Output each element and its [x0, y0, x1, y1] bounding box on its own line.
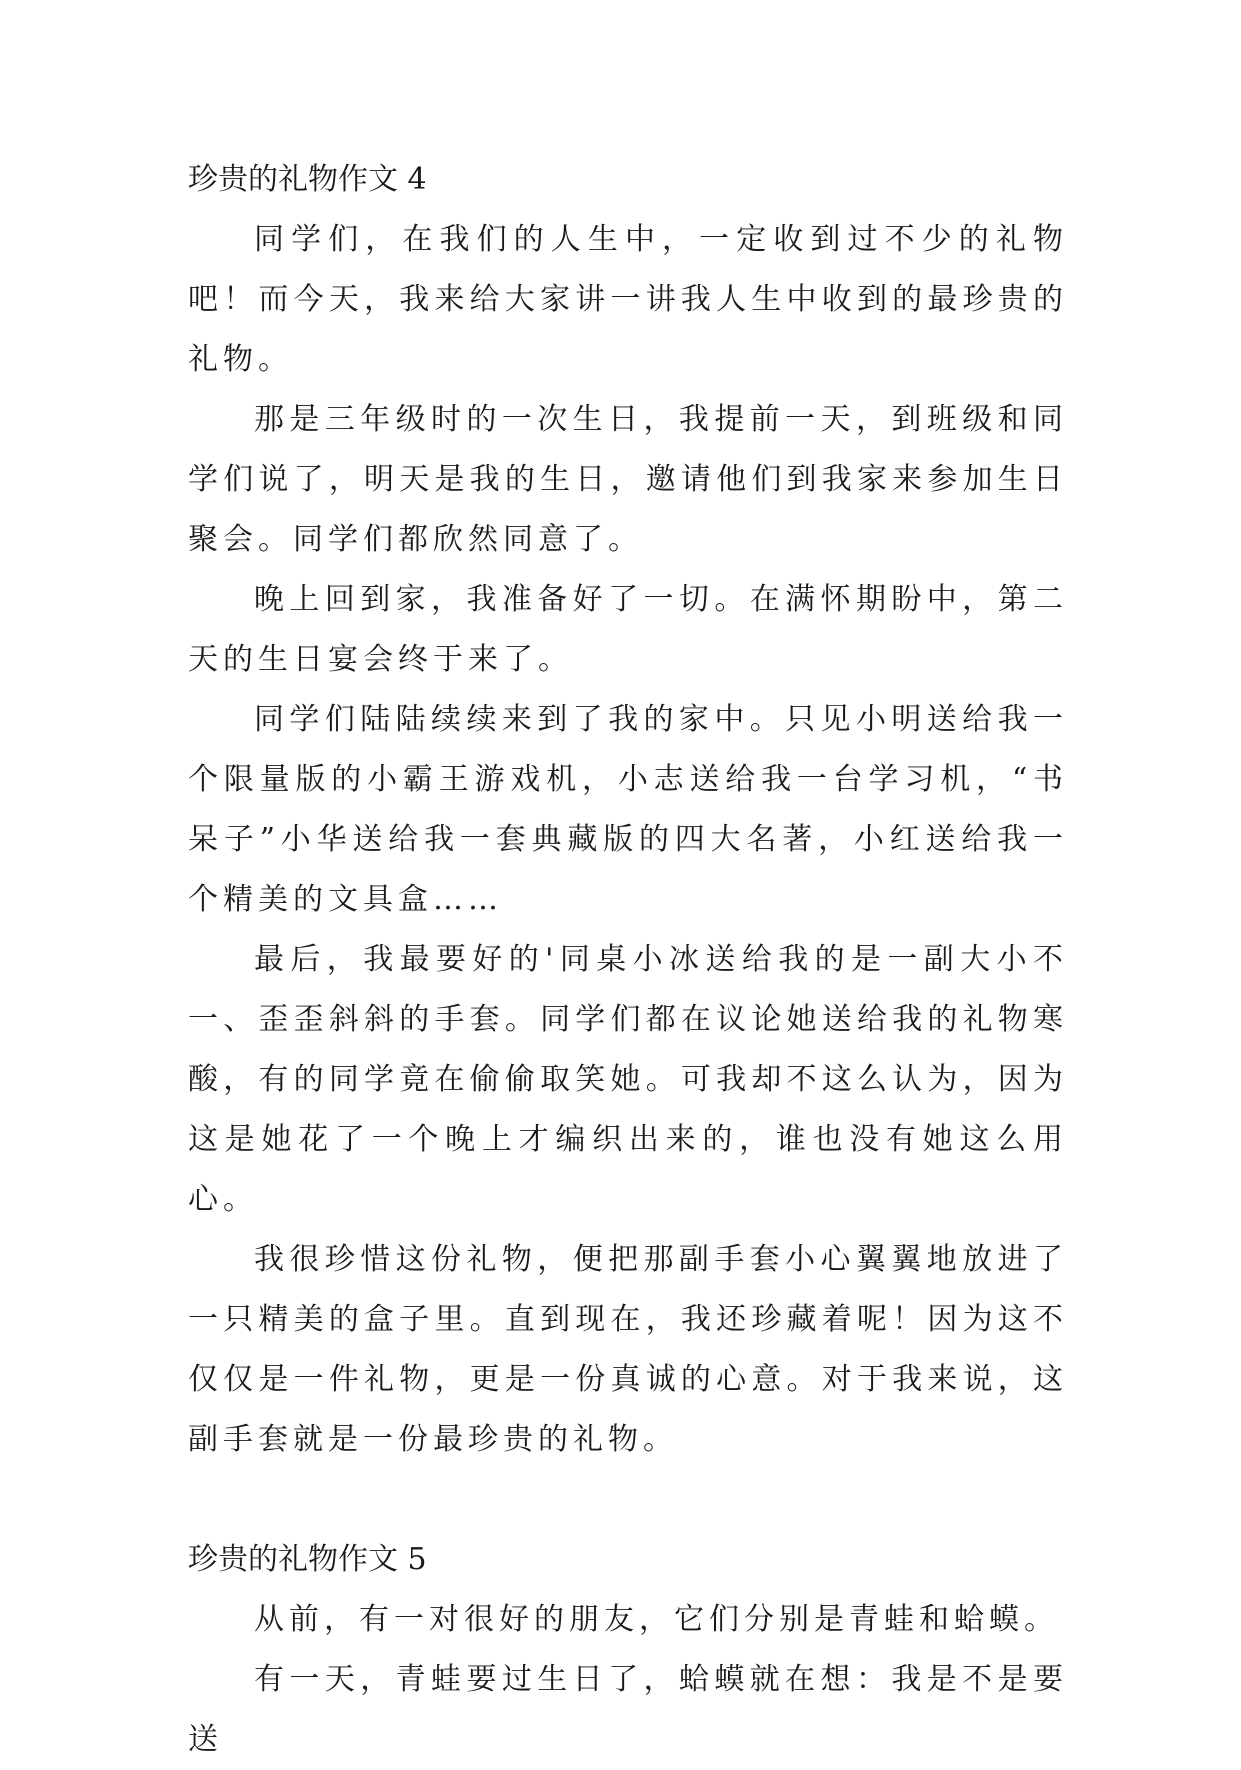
paragraph: 我很珍惜这份礼物，便把那副手套小心翼翼地放进了一只精美的盒子里。直到现在，我还珍藏着呢！因为这不仅仅是一件礼物，更是一份真诚的心意。对于我来说，这副手套就是一份最珍贵的礼物。 [188, 1242, 1068, 1457]
paragraph: 晚上回到家，我准备好了一切。在满怀期盼中，第二天的生日宴会终于来了。 [188, 582, 1068, 677]
paragraph: 同学们陆陆续续来到了我的家中。只见小明送给我一个限量版的小霸王游戏机，小志送给我一台学习机，“书呆子”小华送给我一套典藏版的四大名著，小红送给我一个精美的文具盒…… [188, 702, 1068, 917]
paragraph: 最后，我最要好的'同桌小冰送给我的是一副大小不一、歪歪斜斜的手套。同学们都在议论她送给我的礼物寒酸，有的同学竟在偷偷取笑她。可我却不这么认为，因为这是她花了一个晚上才编织出来的，谁也没有她这么用心。 [188, 942, 1068, 1217]
document-page [188, 150, 1068, 1770]
section-spacer [188, 1470, 1068, 1530]
section-title-5: 珍贵的礼物作文 5 [188, 1542, 427, 1577]
paragraph: 从前，有一对很好的朋友，它们分别是青蛙和蛤蟆。 [254, 1602, 1059, 1637]
paragraph: 有一天，青蛙要过生日了，蛤蟆就在想：我是不是要送 [188, 1662, 1068, 1757]
section-title-4: 珍贵的礼物作文 4 [188, 162, 427, 197]
paragraph: 同学们，在我们的人生中，一定收到过不少的礼物吧！而今天，我来给大家讲一讲我人生中收到的最珍贵的礼物。 [188, 222, 1068, 377]
paragraph: 那是三年级时的一次生日，我提前一天，到班级和同学们说了，明天是我的生日，邀请他们到我家来参加生日聚会。同学们都欣然同意了。 [188, 402, 1068, 557]
